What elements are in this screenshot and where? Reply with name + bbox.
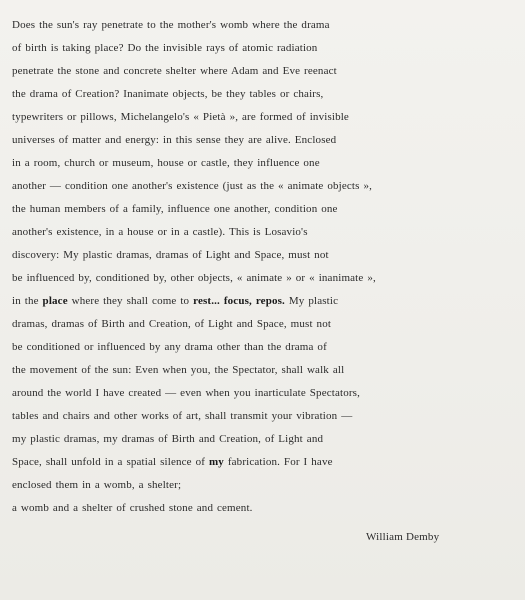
text-line: penetrate the stone and concrete shelter where Adam and Eve reenact — [12, 65, 337, 77]
text-line: around the world I have created — even when you inarticulate Spectators, — [12, 387, 361, 399]
text-line: of birth is taking place? Do the invisible rays of atomic radiation — [12, 42, 318, 54]
text-line: enclosed them in a womb, a shelter; — [12, 479, 182, 491]
body-text — [12, 14, 512, 520]
text-line: typewriters or pillows, Michelangelo's « Pietà », are formed of invisible — [12, 111, 349, 123]
text-segment: fabrication. For I have — [223, 456, 333, 468]
text-line: Does the sun's ray penetrate to the mother's womb where the drama — [12, 19, 330, 31]
text-line: the movement of the sun: Even when you, the Spectator, shall walk all — [12, 364, 345, 376]
text-line: tables and chairs and other works of art, shall transmit your vibration — — [12, 410, 353, 422]
text-line: be influenced by, conditioned by, other objects, « animate » or « inanimate », — [12, 272, 376, 284]
text-segment: where they shall come to — [67, 295, 194, 307]
text-segment: in the — [12, 295, 43, 307]
bold-phrase-rest: rest... focus, repos. — [193, 295, 285, 307]
text-segment: My plastic — [284, 295, 339, 307]
text-line: the human members of a family, influence one another, condition one — [12, 203, 338, 215]
text-line: my plastic dramas, my dramas of Birth and Creation, of Light and — [12, 433, 324, 445]
text-line: the drama of Creation? Inanimate objects, be they tables or chairs, — [12, 88, 324, 100]
text-line: discovery: My plastic dramas, dramas of Light and Space, must not — [12, 249, 329, 261]
text-line: in a room, church or museum, house or castle, they influence one — [12, 157, 320, 169]
text-line: be conditioned or influenced by any drama other than the drama of — [12, 341, 327, 353]
text-line: universes of matter and energy: in this sense they are alive. Enclosed — [12, 134, 337, 146]
text-line: another — condition one another's existence (just as the « animate objects », — [12, 180, 373, 192]
text-line — [12, 451, 512, 474]
text-line: another's existence, in a house or in a castle). This is Losavio's — [12, 226, 308, 238]
bold-word-my: my — [208, 456, 224, 468]
text-line: a womb and a shelter of crushed stone and cement. — [12, 502, 253, 514]
text-segment: Space, shall unfold in a spatial silence of — [12, 456, 209, 468]
text-line: dramas, dramas of Birth and Creation, of Light and Space, must not — [12, 318, 332, 330]
bold-word-place: place — [42, 295, 68, 307]
author-signature: William Demby — [366, 531, 440, 543]
text-line — [12, 290, 512, 313]
